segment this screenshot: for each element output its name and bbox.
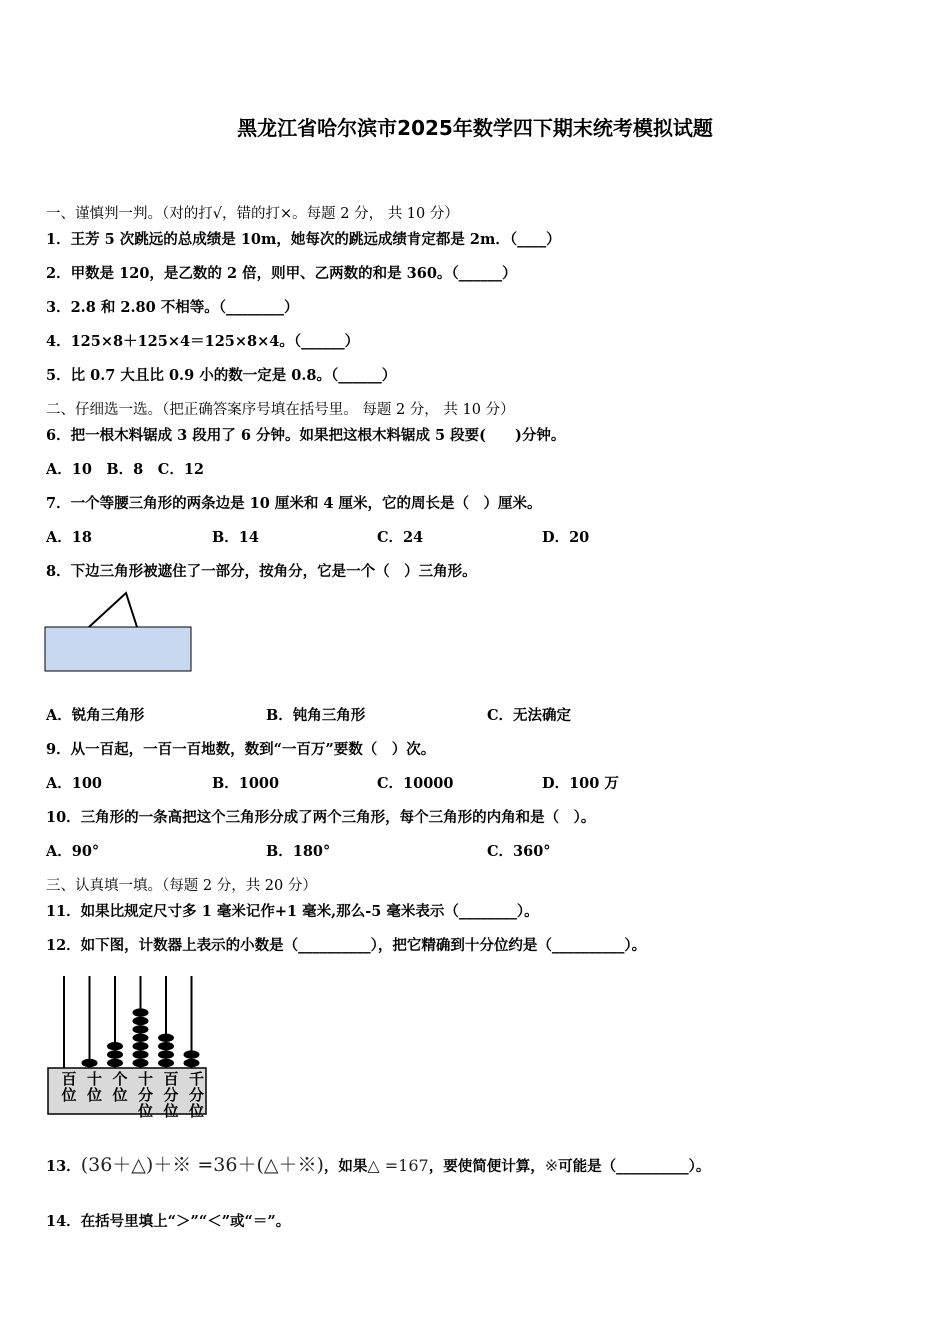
abacus-label: 十分位 bbox=[137, 1070, 154, 1120]
abacus-bead bbox=[133, 1042, 149, 1050]
q7-option-c: C．24 bbox=[377, 529, 424, 546]
abacus-bead bbox=[133, 1008, 149, 1016]
triangle-visible-part bbox=[89, 593, 137, 627]
question-6: 6．把一根木料锯成 3 段用了 6 分钟。如果把这根木料锯成 5 段要( )分钟。 bbox=[46, 427, 566, 444]
q7-option-b: B．14 bbox=[212, 529, 259, 546]
page-title: 黑龙江省哈尔滨市2025年数学四下期末统考模拟试题 bbox=[237, 116, 713, 140]
q10-option-a: A．90° bbox=[46, 843, 100, 860]
section-1-heading: 一、谨慎判一判。（对的打√，错的打×。每题 2 分， 共 10 分） bbox=[46, 206, 459, 222]
abacus-bead bbox=[133, 1050, 149, 1058]
abacus-bead bbox=[107, 1059, 123, 1067]
q9-option-d: D．100 万 bbox=[542, 775, 619, 792]
question-10: 10．三角形的一条高把这个三角形分成了两个三角形，每个三角形的内角和是（ ）。 bbox=[46, 809, 596, 826]
abacus-bead bbox=[133, 1059, 149, 1067]
question-9: 9．从一百起，一百一百地数，数到“一百万”要数（ ）次。 bbox=[46, 741, 436, 758]
q13-symbol: ※ bbox=[544, 1156, 559, 1175]
q13-condition: △ =167 bbox=[367, 1156, 429, 1175]
question-5: 5．比 0.7 大且比 0.9 小的数一定是 0.8。（______） bbox=[46, 367, 397, 384]
q9-option-a: A．100 bbox=[46, 775, 103, 792]
abacus-bead bbox=[133, 1025, 149, 1033]
question-8: 8．下边三角形被遮住了一部分，按角分，它是一个（ ）三角形。 bbox=[46, 563, 477, 580]
q9-option-c: C．10000 bbox=[377, 775, 454, 792]
question-11: 11．如果比规定尺寸多 1 毫米记作+1 毫米,那么-5 毫米表示（________）。 bbox=[46, 903, 539, 920]
abacus-label: 个位 bbox=[112, 1070, 128, 1104]
section-3-heading: 三、认真填一填。（每题 2 分，共 20 分） bbox=[46, 878, 317, 894]
question-13 bbox=[46, 1150, 710, 1177]
abacus-label: 十位 bbox=[86, 1070, 103, 1104]
q13-expression: (36＋△)＋※ =36＋(△＋※) bbox=[80, 1154, 324, 1176]
question-7: 7．一个等腰三角形的两条边是 10 厘米和 4 厘米，它的周长是（ ）厘米。 bbox=[46, 495, 542, 512]
abacus-counter-figure bbox=[44, 970, 214, 1130]
abacus-bead bbox=[133, 1034, 149, 1042]
abacus-bead bbox=[158, 1059, 174, 1067]
q9-option-b: B．1000 bbox=[212, 775, 280, 792]
q13-text-2: ，要使简便计算， bbox=[428, 1158, 545, 1175]
abacus-bead bbox=[184, 1059, 200, 1067]
q10-option-c: C．360° bbox=[487, 843, 551, 860]
covered-triangle-figure bbox=[44, 590, 194, 675]
question-12: 12．如下图，计数器上表示的小数是（__________），把它精确到十分位约是（__________）。 bbox=[46, 937, 647, 954]
abacus-bead bbox=[107, 1042, 123, 1050]
question-4: 4．125×8＋125×4＝125×8×4。（______） bbox=[46, 333, 360, 350]
q8-option-a: A．锐角三角形 bbox=[46, 707, 145, 724]
abacus-bead bbox=[158, 1034, 174, 1042]
question-3: 3．2.8 和 2.80 不相等。（________） bbox=[46, 299, 299, 316]
abacus-label: 百位 bbox=[61, 1070, 77, 1104]
abacus-bead bbox=[158, 1050, 174, 1058]
q13-text-1: ，如果 bbox=[323, 1158, 368, 1175]
section-2-heading: 二、仔细选一选。（把正确答案序号填在括号里。 每题 2 分， 共 10 分） bbox=[46, 402, 515, 418]
question-2: 2．甲数是 120，是乙数的 2 倍，则甲、乙两数的和是 360。（______） bbox=[46, 265, 517, 282]
abacus-bead bbox=[82, 1059, 98, 1067]
cover-rectangle bbox=[45, 627, 191, 671]
abacus-label: 百分位 bbox=[163, 1070, 179, 1120]
abacus-label: 千分位 bbox=[188, 1070, 205, 1120]
q7-option-a: A．18 bbox=[46, 529, 92, 546]
q10-option-b: B．180° bbox=[266, 843, 331, 860]
question-6-options: A．10 B．8 C．12 bbox=[46, 461, 204, 478]
q8-option-c: C．无法确定 bbox=[487, 707, 572, 724]
q13-text-3: 可能是（__________）。 bbox=[558, 1158, 711, 1175]
q7-option-d: D．20 bbox=[542, 529, 590, 546]
abacus-bead bbox=[184, 1050, 200, 1058]
abacus-bead bbox=[158, 1042, 174, 1050]
q8-option-b: B．钝角三角形 bbox=[266, 707, 366, 724]
abacus-bead bbox=[107, 1050, 123, 1058]
question-14: 14．在括号里填上“＞”“＜”或“＝”。 bbox=[46, 1213, 291, 1230]
question-1: 1．王芳 5 次跳远的总成绩是 10m，她每次的跳远成绩肯定都是 2m．（____） bbox=[46, 231, 561, 248]
q13-number: 13． bbox=[46, 1158, 81, 1175]
abacus-bead bbox=[133, 1017, 149, 1025]
